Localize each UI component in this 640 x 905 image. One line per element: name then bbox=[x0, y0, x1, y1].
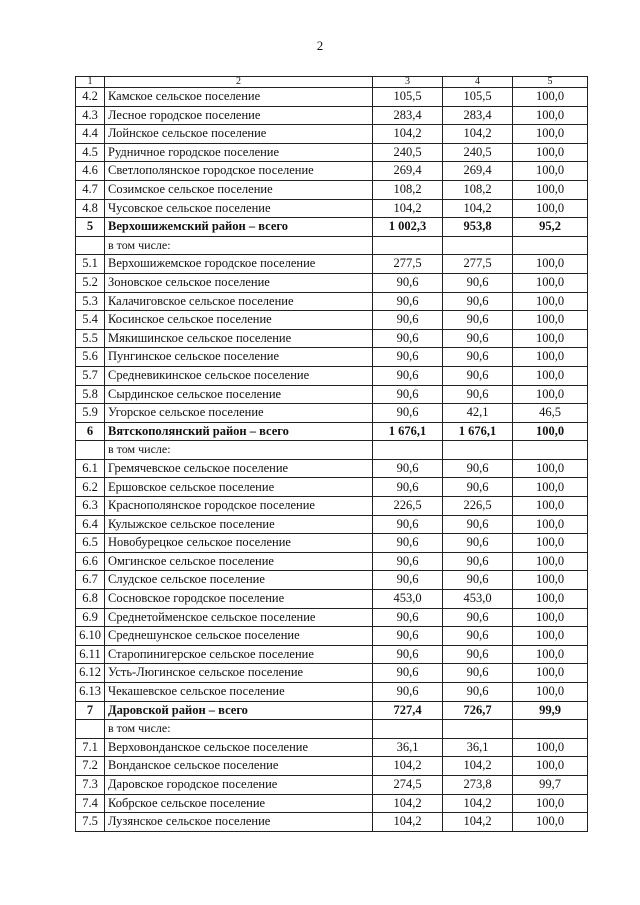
column-4-value-cell: 90,6 bbox=[443, 664, 513, 683]
column-header: 4 bbox=[443, 77, 513, 88]
column-4-value-cell bbox=[443, 720, 513, 739]
percent-cell: 100,0 bbox=[513, 125, 588, 144]
column-3-value-cell: 1 002,3 bbox=[373, 218, 443, 237]
column-4-value-cell: 90,6 bbox=[443, 571, 513, 590]
column-4-value-cell: 108,2 bbox=[443, 180, 513, 199]
column-4-value-cell: 453,0 bbox=[443, 590, 513, 609]
settlement-name-cell: Среднешунское сельское поселение bbox=[105, 627, 373, 646]
percent-cell: 100,0 bbox=[513, 162, 588, 181]
column-4-value-cell: 105,5 bbox=[443, 88, 513, 107]
settlement-name-cell: Сырдинское сельское поселение bbox=[105, 385, 373, 404]
settlement-name-cell: Пунгинское сельское поселение bbox=[105, 348, 373, 367]
column-3-value-cell: 283,4 bbox=[373, 106, 443, 125]
column-3-value-cell: 90,6 bbox=[373, 683, 443, 702]
row-number-cell: 6.11 bbox=[76, 645, 105, 664]
column-number-row bbox=[76, 77, 588, 88]
table-row bbox=[76, 738, 588, 757]
column-header: 1 bbox=[76, 77, 105, 88]
column-3-value-cell: 108,2 bbox=[373, 180, 443, 199]
percent-cell: 100,0 bbox=[513, 273, 588, 292]
settlement-name-cell: Камское сельское поселение bbox=[105, 88, 373, 107]
column-4-value-cell: 726,7 bbox=[443, 701, 513, 720]
row-number-cell: 4.7 bbox=[76, 180, 105, 199]
row-number-cell bbox=[76, 720, 105, 739]
percent-cell: 99,7 bbox=[513, 775, 588, 794]
row-number-cell: 6.9 bbox=[76, 608, 105, 627]
column-3-value-cell: 90,6 bbox=[373, 627, 443, 646]
settlement-name-cell: Слудское сельское поселение bbox=[105, 571, 373, 590]
column-3-value-cell: 90,6 bbox=[373, 552, 443, 571]
percent-cell: 100,0 bbox=[513, 329, 588, 348]
column-4-value-cell: 90,6 bbox=[443, 385, 513, 404]
table-row bbox=[76, 497, 588, 516]
settlement-name-cell: Созимское сельское поселение bbox=[105, 180, 373, 199]
settlement-name-cell: Даровской район – всего bbox=[105, 701, 373, 720]
percent-cell: 100,0 bbox=[513, 348, 588, 367]
row-number-cell: 5.9 bbox=[76, 404, 105, 423]
percent-cell bbox=[513, 236, 588, 255]
settlement-name-cell: Косинское сельское поселение bbox=[105, 311, 373, 330]
column-3-value-cell: 104,2 bbox=[373, 199, 443, 218]
column-4-value-cell: 90,6 bbox=[443, 645, 513, 664]
settlement-name-cell: Зоновское сельское поселение bbox=[105, 273, 373, 292]
column-3-value-cell: 104,2 bbox=[373, 794, 443, 813]
column-3-value-cell: 90,6 bbox=[373, 273, 443, 292]
settlement-name-cell: Калачиговское сельское поселение bbox=[105, 292, 373, 311]
row-number-cell: 5.2 bbox=[76, 273, 105, 292]
table-row bbox=[76, 552, 588, 571]
column-4-value-cell: 90,6 bbox=[443, 515, 513, 534]
row-number-cell: 4.6 bbox=[76, 162, 105, 181]
percent-cell: 46,5 bbox=[513, 404, 588, 423]
column-3-value-cell: 90,6 bbox=[373, 348, 443, 367]
table-row bbox=[76, 348, 588, 367]
settlement-name-cell: Усть-Люгинское сельское поселение bbox=[105, 664, 373, 683]
column-3-value-cell: 1 676,1 bbox=[373, 422, 443, 441]
including-row bbox=[76, 720, 588, 739]
table-row bbox=[76, 292, 588, 311]
percent-cell: 100,0 bbox=[513, 571, 588, 590]
settlement-name-cell: в том числе: bbox=[105, 720, 373, 739]
settlement-name-cell: Вонданское сельское поселение bbox=[105, 757, 373, 776]
column-4-value-cell: 90,6 bbox=[443, 627, 513, 646]
percent-cell: 100,0 bbox=[513, 794, 588, 813]
row-number-cell: 4.4 bbox=[76, 125, 105, 144]
row-number-cell: 4.8 bbox=[76, 199, 105, 218]
column-3-value-cell: 104,2 bbox=[373, 757, 443, 776]
column-3-value-cell: 90,6 bbox=[373, 329, 443, 348]
row-number-cell: 6.8 bbox=[76, 590, 105, 609]
percent-cell: 100,0 bbox=[513, 385, 588, 404]
column-4-value-cell: 283,4 bbox=[443, 106, 513, 125]
table-row bbox=[76, 757, 588, 776]
column-4-value-cell bbox=[443, 441, 513, 460]
percent-cell: 100,0 bbox=[513, 143, 588, 162]
row-number-cell: 6 bbox=[76, 422, 105, 441]
percent-cell: 100,0 bbox=[513, 627, 588, 646]
percent-cell: 100,0 bbox=[513, 608, 588, 627]
column-4-value-cell: 240,5 bbox=[443, 143, 513, 162]
settlement-name-cell: Вятскополянский район – всего bbox=[105, 422, 373, 441]
row-number-cell: 5.4 bbox=[76, 311, 105, 330]
table-row bbox=[76, 645, 588, 664]
settlement-name-cell: Верхошижемский район – всего bbox=[105, 218, 373, 237]
column-4-value-cell: 36,1 bbox=[443, 738, 513, 757]
district-total-row bbox=[76, 701, 588, 720]
settlement-name-cell: в том числе: bbox=[105, 441, 373, 460]
percent-cell: 100,0 bbox=[513, 645, 588, 664]
column-3-value-cell: 105,5 bbox=[373, 88, 443, 107]
percent-cell: 100,0 bbox=[513, 422, 588, 441]
including-row bbox=[76, 236, 588, 255]
row-number-cell: 7.1 bbox=[76, 738, 105, 757]
row-number-cell: 5.7 bbox=[76, 366, 105, 385]
table-row bbox=[76, 608, 588, 627]
percent-cell: 100,0 bbox=[513, 664, 588, 683]
column-4-value-cell: 42,1 bbox=[443, 404, 513, 423]
settlement-name-cell: Верхошижемское городское поселение bbox=[105, 255, 373, 274]
settlement-name-cell: Среднетойменское сельское поселение bbox=[105, 608, 373, 627]
row-number-cell: 6.4 bbox=[76, 515, 105, 534]
settlement-name-cell: Кобрское сельское поселение bbox=[105, 794, 373, 813]
percent-cell: 100,0 bbox=[513, 199, 588, 218]
settlement-name-cell: Ершовское сельское поселение bbox=[105, 478, 373, 497]
settlements-table bbox=[75, 76, 588, 832]
settlement-name-cell: Средневикинское сельское поселение bbox=[105, 366, 373, 385]
percent-cell: 100,0 bbox=[513, 106, 588, 125]
row-number-cell: 6.7 bbox=[76, 571, 105, 590]
table-row bbox=[76, 813, 588, 832]
percent-cell: 100,0 bbox=[513, 683, 588, 702]
percent-cell: 100,0 bbox=[513, 552, 588, 571]
settlement-name-cell: Чусовское сельское поселение bbox=[105, 199, 373, 218]
settlement-name-cell: Даровское городское поселение bbox=[105, 775, 373, 794]
percent-cell: 99,9 bbox=[513, 701, 588, 720]
row-number-cell: 7.5 bbox=[76, 813, 105, 832]
table-row bbox=[76, 534, 588, 553]
column-3-value-cell: 453,0 bbox=[373, 590, 443, 609]
settlement-name-cell: Рудничное городское поселение bbox=[105, 143, 373, 162]
column-4-value-cell: 104,2 bbox=[443, 125, 513, 144]
settlement-name-cell: Сосновское городское поселение bbox=[105, 590, 373, 609]
column-3-value-cell: 90,6 bbox=[373, 515, 443, 534]
column-4-value-cell: 90,6 bbox=[443, 292, 513, 311]
table-row bbox=[76, 180, 588, 199]
percent-cell: 100,0 bbox=[513, 515, 588, 534]
page-number: 2 bbox=[316, 38, 324, 53]
table-row bbox=[76, 683, 588, 702]
column-4-value-cell: 953,8 bbox=[443, 218, 513, 237]
column-4-value-cell: 104,2 bbox=[443, 813, 513, 832]
column-3-value-cell: 90,6 bbox=[373, 311, 443, 330]
percent-cell: 100,0 bbox=[513, 478, 588, 497]
row-number-cell: 6.1 bbox=[76, 459, 105, 478]
table-body bbox=[76, 88, 588, 832]
table-row bbox=[76, 143, 588, 162]
row-number-cell: 5.3 bbox=[76, 292, 105, 311]
column-3-value-cell: 104,2 bbox=[373, 125, 443, 144]
row-number-cell: 5.8 bbox=[76, 385, 105, 404]
percent-cell: 100,0 bbox=[513, 292, 588, 311]
column-4-value-cell: 104,2 bbox=[443, 199, 513, 218]
column-3-value-cell: 226,5 bbox=[373, 497, 443, 516]
column-3-value-cell bbox=[373, 720, 443, 739]
column-3-value-cell: 90,6 bbox=[373, 534, 443, 553]
settlement-name-cell: Краснополянское городское поселение bbox=[105, 497, 373, 516]
table-row bbox=[76, 571, 588, 590]
table-row bbox=[76, 478, 588, 497]
settlement-name-cell: Кулыжское сельское поселение bbox=[105, 515, 373, 534]
row-number-cell: 5.6 bbox=[76, 348, 105, 367]
table-row bbox=[76, 590, 588, 609]
column-4-value-cell: 104,2 bbox=[443, 757, 513, 776]
row-number-cell: 5.1 bbox=[76, 255, 105, 274]
column-3-value-cell: 90,6 bbox=[373, 292, 443, 311]
table-row bbox=[76, 664, 588, 683]
settlement-name-cell: Лузянское сельское поселение bbox=[105, 813, 373, 832]
percent-cell: 100,0 bbox=[513, 88, 588, 107]
settlement-name-cell: Гремячевское сельское поселение bbox=[105, 459, 373, 478]
settlement-name-cell: в том числе: bbox=[105, 236, 373, 255]
percent-cell bbox=[513, 441, 588, 460]
column-3-value-cell: 104,2 bbox=[373, 813, 443, 832]
column-4-value-cell: 277,5 bbox=[443, 255, 513, 274]
column-3-value-cell: 36,1 bbox=[373, 738, 443, 757]
column-4-value-cell: 273,8 bbox=[443, 775, 513, 794]
row-number-cell: 6.5 bbox=[76, 534, 105, 553]
column-3-value-cell: 727,4 bbox=[373, 701, 443, 720]
row-number-cell: 6.13 bbox=[76, 683, 105, 702]
table-row bbox=[76, 162, 588, 181]
column-3-value-cell: 274,5 bbox=[373, 775, 443, 794]
settlement-name-cell: Верховонданское сельское поселение bbox=[105, 738, 373, 757]
row-number-cell: 6.2 bbox=[76, 478, 105, 497]
column-4-value-cell: 90,6 bbox=[443, 348, 513, 367]
table-row bbox=[76, 106, 588, 125]
column-4-value-cell: 90,6 bbox=[443, 273, 513, 292]
column-4-value-cell: 269,4 bbox=[443, 162, 513, 181]
settlement-name-cell: Угорское сельское поселение bbox=[105, 404, 373, 423]
column-4-value-cell: 90,6 bbox=[443, 534, 513, 553]
percent-cell: 100,0 bbox=[513, 757, 588, 776]
column-4-value-cell: 90,6 bbox=[443, 478, 513, 497]
table-row bbox=[76, 329, 588, 348]
district-total-row bbox=[76, 422, 588, 441]
row-number-cell: 7.2 bbox=[76, 757, 105, 776]
settlement-name-cell: Мякишинское сельское поселение bbox=[105, 329, 373, 348]
percent-cell: 100,0 bbox=[513, 738, 588, 757]
settlement-name-cell: Лесное городское поселение bbox=[105, 106, 373, 125]
table-row bbox=[76, 775, 588, 794]
column-4-value-cell: 1 676,1 bbox=[443, 422, 513, 441]
percent-cell: 100,0 bbox=[513, 180, 588, 199]
row-number-cell: 7.4 bbox=[76, 794, 105, 813]
settlement-name-cell: Старопинигерское сельское поселение bbox=[105, 645, 373, 664]
table-row bbox=[76, 273, 588, 292]
table-row bbox=[76, 459, 588, 478]
column-4-value-cell: 90,6 bbox=[443, 459, 513, 478]
percent-cell: 100,0 bbox=[513, 311, 588, 330]
settlement-name-cell: Новобурецкое сельское поселение bbox=[105, 534, 373, 553]
percent-cell: 100,0 bbox=[513, 497, 588, 516]
column-3-value-cell: 90,6 bbox=[373, 366, 443, 385]
row-number-cell: 5.5 bbox=[76, 329, 105, 348]
table-row bbox=[76, 88, 588, 107]
column-3-value-cell bbox=[373, 236, 443, 255]
table-row bbox=[76, 515, 588, 534]
column-4-value-cell bbox=[443, 236, 513, 255]
percent-cell: 100,0 bbox=[513, 459, 588, 478]
column-3-value-cell: 90,6 bbox=[373, 459, 443, 478]
row-number-cell: 7 bbox=[76, 701, 105, 720]
column-4-value-cell: 90,6 bbox=[443, 552, 513, 571]
settlement-name-cell: Светлополянское городское поселение bbox=[105, 162, 373, 181]
table-row bbox=[76, 311, 588, 330]
percent-cell: 100,0 bbox=[513, 590, 588, 609]
column-header: 3 bbox=[373, 77, 443, 88]
percent-cell: 100,0 bbox=[513, 813, 588, 832]
table-row bbox=[76, 627, 588, 646]
table-row bbox=[76, 125, 588, 144]
column-3-value-cell: 90,6 bbox=[373, 385, 443, 404]
district-total-row bbox=[76, 218, 588, 237]
column-header: 2 bbox=[105, 77, 373, 88]
column-3-value-cell: 240,5 bbox=[373, 143, 443, 162]
column-3-value-cell: 277,5 bbox=[373, 255, 443, 274]
column-header: 5 bbox=[513, 77, 588, 88]
column-3-value-cell: 90,6 bbox=[373, 608, 443, 627]
column-4-value-cell: 104,2 bbox=[443, 794, 513, 813]
column-4-value-cell: 90,6 bbox=[443, 311, 513, 330]
row-number-cell: 6.6 bbox=[76, 552, 105, 571]
settlement-name-cell: Лойнское сельское поселение bbox=[105, 125, 373, 144]
percent-cell bbox=[513, 720, 588, 739]
column-3-value-cell: 90,6 bbox=[373, 664, 443, 683]
column-3-value-cell: 90,6 bbox=[373, 404, 443, 423]
row-number-cell: 4.2 bbox=[76, 88, 105, 107]
column-3-value-cell: 90,6 bbox=[373, 645, 443, 664]
column-3-value-cell bbox=[373, 441, 443, 460]
percent-cell: 100,0 bbox=[513, 255, 588, 274]
table-row bbox=[76, 794, 588, 813]
table-row bbox=[76, 404, 588, 423]
row-number-cell: 4.3 bbox=[76, 106, 105, 125]
settlement-name-cell: Чекашевское сельское поселение bbox=[105, 683, 373, 702]
table-row bbox=[76, 255, 588, 274]
row-number-cell bbox=[76, 441, 105, 460]
table-row bbox=[76, 385, 588, 404]
percent-cell: 100,0 bbox=[513, 534, 588, 553]
table-row bbox=[76, 366, 588, 385]
column-4-value-cell: 90,6 bbox=[443, 329, 513, 348]
settlement-name-cell: Омгинское сельское поселение bbox=[105, 552, 373, 571]
row-number-cell: 6.10 bbox=[76, 627, 105, 646]
row-number-cell bbox=[76, 236, 105, 255]
column-4-value-cell: 90,6 bbox=[443, 366, 513, 385]
row-number-cell: 6.3 bbox=[76, 497, 105, 516]
column-4-value-cell: 90,6 bbox=[443, 608, 513, 627]
row-number-cell: 7.3 bbox=[76, 775, 105, 794]
column-4-value-cell: 226,5 bbox=[443, 497, 513, 516]
row-number-cell: 4.5 bbox=[76, 143, 105, 162]
column-3-value-cell: 90,6 bbox=[373, 571, 443, 590]
table-row bbox=[76, 199, 588, 218]
percent-cell: 95,2 bbox=[513, 218, 588, 237]
including-row bbox=[76, 441, 588, 460]
row-number-cell: 6.12 bbox=[76, 664, 105, 683]
column-4-value-cell: 90,6 bbox=[443, 683, 513, 702]
column-3-value-cell: 90,6 bbox=[373, 478, 443, 497]
column-3-value-cell: 269,4 bbox=[373, 162, 443, 181]
row-number-cell: 5 bbox=[76, 218, 105, 237]
percent-cell: 100,0 bbox=[513, 366, 588, 385]
